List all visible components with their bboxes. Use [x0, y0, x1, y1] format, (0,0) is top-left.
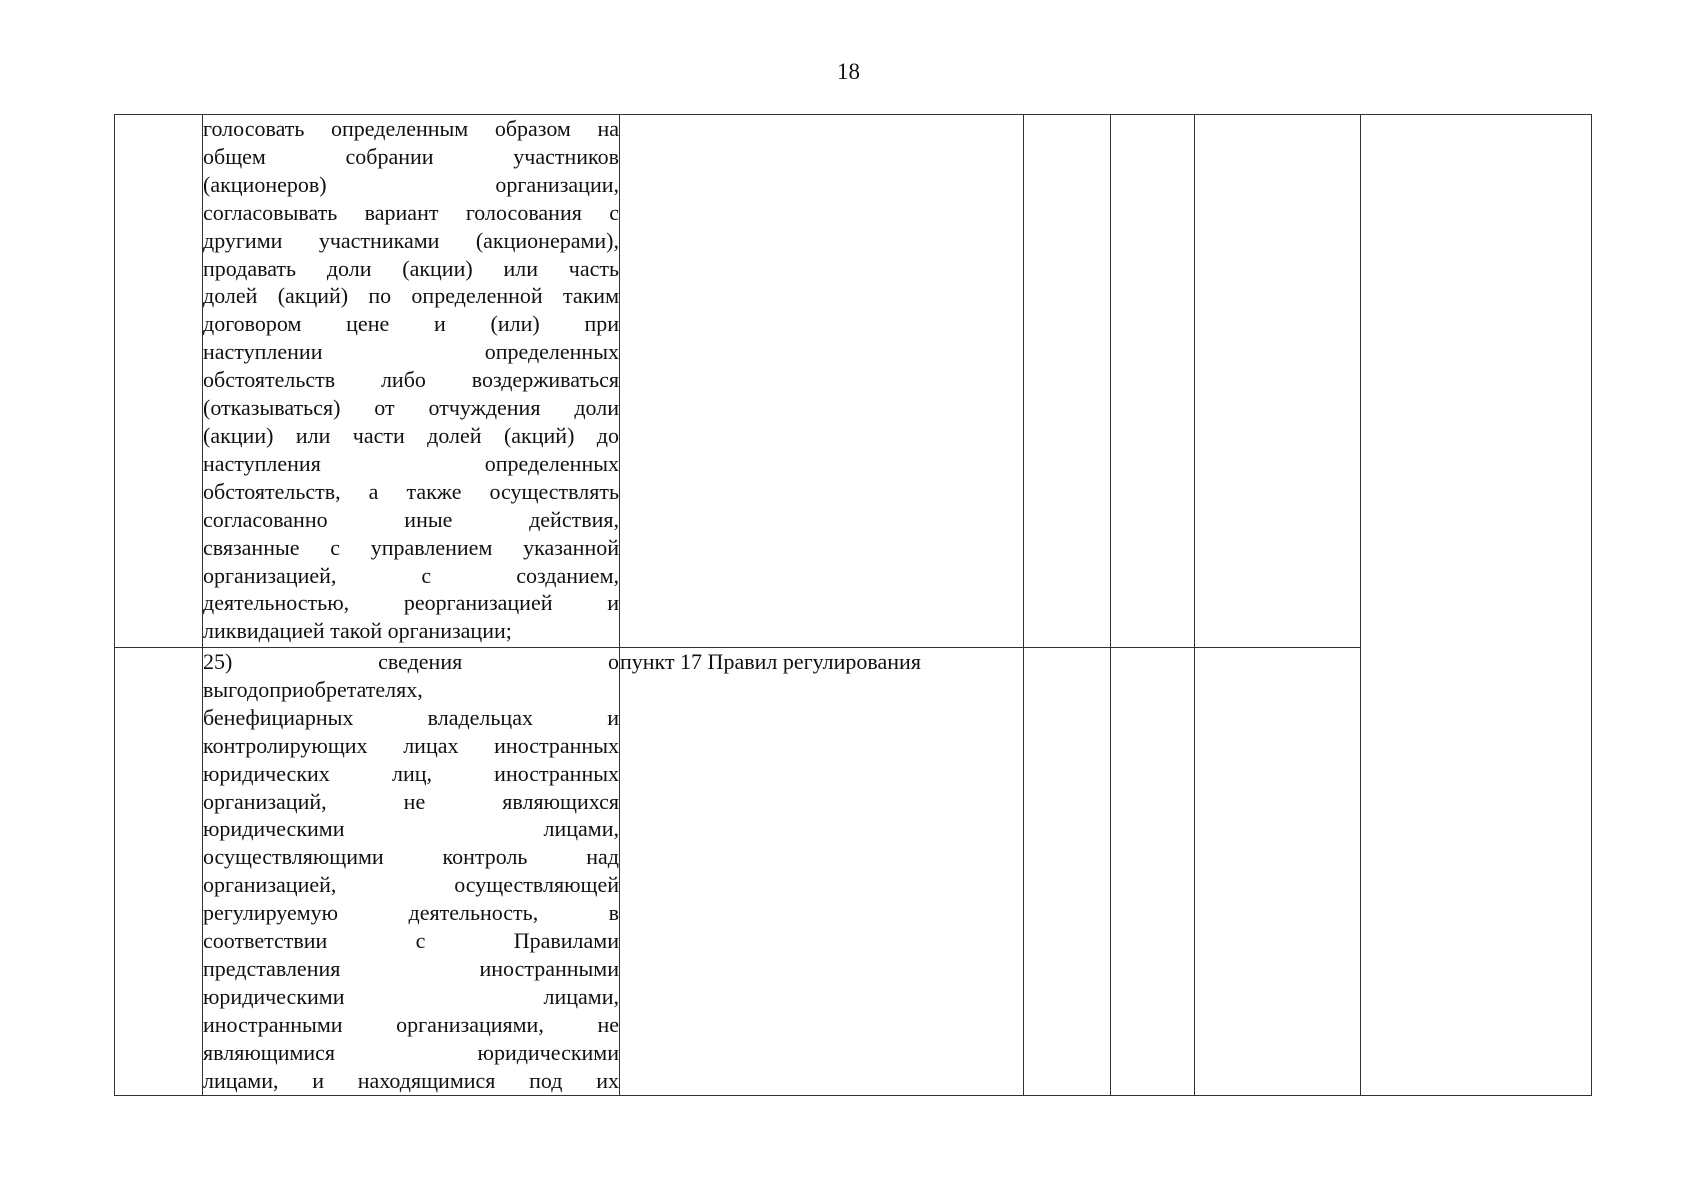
empty-cell: [1111, 115, 1195, 648]
requirement-text-cell: 25) сведения о выгодоприобретателях, бенефициарных владельцах и контролирующих лицах иностранных юридических лиц, иностранных организаций, не являющихся юридическими лицами, осуществляющими контроль над организацией, осуществляющей регулируемую деятельность, в соответствии с Правилами представления иностранными юридическими лицами, иностранными организациями, не являющимися юридическими лицами, и находящимися под их: [203, 648, 620, 1096]
legal-basis-cell: [620, 115, 1024, 648]
empty-cell: [1024, 648, 1111, 1096]
page-number: 18: [837, 59, 860, 84]
empty-cell: [1111, 648, 1195, 1096]
row-number-cell: [115, 648, 203, 1096]
row-number-cell: [115, 115, 203, 648]
legal-basis-cell: пункт 17 Правил регулирования: [620, 648, 1024, 1096]
requirement-text-cell: голосовать определенным образом на общем собрании участников (акционеров) организации, согласовывать вариант голосования с другими участниками (акционерами), продавать доли (акции) или часть долей (акций) по определенной таким договором цене и (или) при наступлении определенных обстоятельств либо воздерживаться (отказываться) от отчуждения доли (акции) или части долей (акций) до наступления определенных обстоятельств, а также осуществлять согласованно иные действия, связанные с управлением указанной организацией, с созданием, деятельностью, реорганизацией и ликвидацией такой организации;: [203, 115, 620, 648]
empty-cell: [1024, 115, 1111, 648]
merged-notes-cell: [1361, 115, 1592, 1096]
empty-cell: [1195, 648, 1361, 1096]
requirements-table: [114, 114, 1592, 1096]
empty-cell: [1195, 115, 1361, 648]
table-row: [115, 115, 1592, 648]
